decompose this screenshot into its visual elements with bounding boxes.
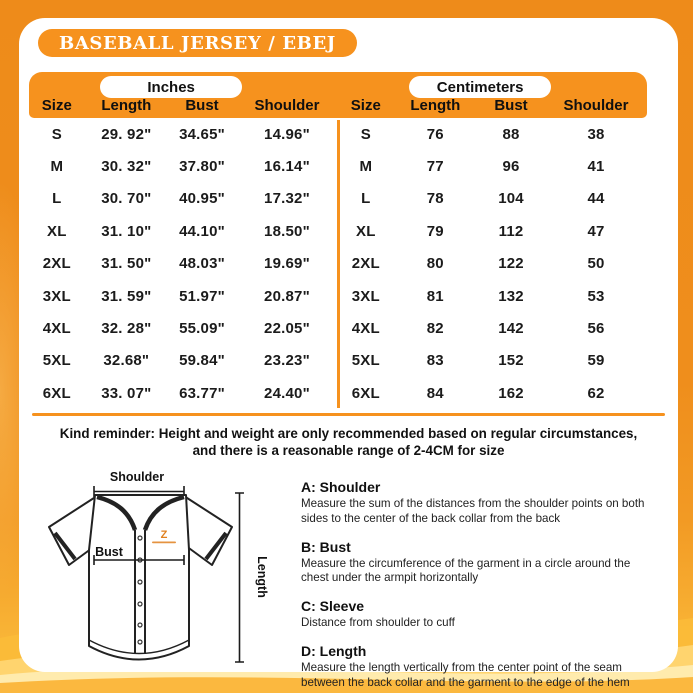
definition-title: C: Sleeve (301, 598, 365, 615)
shoulder-label: Shoulder (109, 470, 165, 484)
shoulder-cell: 22.05" (264, 320, 310, 338)
shoulder-cell: 56 (587, 320, 605, 338)
measurement-definitions (301, 479, 652, 691)
size-cell: 3XL (351, 287, 380, 305)
shoulder-cell: 50 (587, 255, 605, 273)
bust-cell: 122 (498, 255, 524, 273)
size-cell: 5XL (42, 352, 71, 370)
table-header-centimeters (338, 72, 647, 118)
definition-block (301, 479, 652, 527)
size-cell: S (51, 125, 62, 143)
shoulder-cell: 19.69" (264, 255, 310, 273)
shoulder-cell: 20.87" (264, 287, 310, 305)
size-cell: XL (47, 222, 67, 240)
table-row (338, 150, 647, 182)
definition-text: Distance from shoulder to cuff (301, 616, 455, 630)
centimeters-column-headers (338, 94, 647, 117)
length-label: Length (255, 556, 269, 598)
size-cell: 2XL (351, 255, 380, 273)
shoulder-cell: 16.14" (264, 158, 310, 176)
bust-cell: 152 (498, 352, 524, 370)
size-cell: 6XL (351, 384, 380, 402)
size-cell: 2XL (42, 255, 71, 273)
bust-cell: 44.10" (179, 222, 225, 240)
kind-reminder-line1: Kind reminder: Height and weight are only recommended based on regular circumstances, (59, 426, 638, 441)
table-row (338, 118, 647, 150)
bust-cell: 162 (498, 384, 524, 402)
shoulder-cell: 38 (587, 125, 605, 143)
table-row (338, 280, 647, 312)
definition-block (301, 643, 652, 691)
page-title-text: BASEBALL JERSEY / EBEJ (59, 32, 336, 54)
definition-title: D: Length (301, 643, 367, 660)
size-cell: M (359, 158, 373, 176)
size-cell: 3XL (42, 287, 71, 305)
inches-unit-pill: Inches (100, 76, 242, 98)
length-cell: 79 (426, 222, 444, 240)
bust-cell: 34.65" (179, 125, 225, 143)
definition-title: B: Bust (301, 538, 351, 555)
jersey-measurement-diagram (39, 470, 275, 670)
bust-cell: 59.84" (179, 352, 225, 370)
bust-cell: 88 (502, 125, 520, 143)
bust-cell: 37.80" (179, 158, 225, 176)
column-header: Shoulder (254, 97, 320, 114)
definition-text: Measure the circumference of the garment in a circle around the chest under the armpit horizontally (301, 556, 631, 585)
bust-cell: 112 (498, 222, 524, 240)
centimeters-unit-pill: Centimeters (409, 76, 551, 98)
table-row (29, 248, 338, 280)
column-header: Length (101, 97, 152, 114)
length-cell: 83 (426, 352, 444, 370)
size-cell: XL (356, 222, 376, 240)
table-row (29, 118, 338, 150)
page-title (38, 29, 357, 57)
column-header: Shoulder (563, 97, 629, 114)
table-row (338, 377, 647, 409)
length-cell: 31. 10" (101, 222, 152, 240)
table-row (29, 280, 338, 312)
definition-text: Measure the length vertically from the center point of the seam between the back collar and the garment to the edge of the hem (301, 661, 630, 689)
bust-cell: 104 (498, 190, 524, 208)
bust-label: Bust (95, 545, 123, 559)
table-bottom-rule (32, 413, 665, 416)
length-cell: 31. 59" (101, 287, 152, 305)
length-cell: 84 (426, 384, 444, 402)
bust-cell: 55.09" (179, 320, 225, 338)
shoulder-cell: 44 (587, 190, 605, 208)
length-measure-line (235, 493, 244, 662)
size-cell: M (50, 158, 64, 176)
length-cell: 81 (426, 287, 444, 305)
table-row (29, 150, 338, 182)
shoulder-cell: 18.50" (264, 222, 310, 240)
size-cell: 4XL (351, 320, 380, 338)
bust-cell: 63.77" (179, 384, 225, 402)
length-cell: 30. 70" (101, 190, 152, 208)
length-cell: 31. 50" (101, 255, 152, 273)
bust-cell: 142 (498, 320, 524, 338)
shoulder-cell: 24.40" (264, 384, 310, 402)
table-row (29, 377, 338, 409)
shoulder-cell: 17.32" (264, 190, 310, 208)
length-cell: 82 (426, 320, 444, 338)
length-cell: 32.68" (103, 352, 150, 370)
table-row (338, 215, 647, 247)
kind-reminder (39, 425, 658, 460)
table-header-inches (29, 72, 338, 118)
column-header: Bust (494, 97, 528, 114)
table-row (29, 345, 338, 377)
definition-block (301, 539, 652, 587)
brand-logo-subtext (152, 542, 176, 544)
column-header: Size (350, 97, 381, 114)
kind-reminder-line2: and there is a reasonable range of 2-4CM for size (192, 443, 505, 459)
table-row (338, 183, 647, 215)
table-row (338, 312, 647, 344)
shoulder-cell: 59 (587, 352, 605, 370)
table-vertical-divider (337, 120, 340, 408)
bust-cell: 96 (502, 158, 520, 176)
jersey-body (89, 495, 189, 660)
size-chart-card (19, 18, 678, 689)
size-cell: 5XL (351, 352, 380, 370)
definition-text: Measure the sum of the distances from the shoulder points on both sides to the center of the back collar from the back (301, 497, 645, 525)
definition-title: A: Shoulder (301, 479, 381, 495)
shoulder-cell: 62 (587, 384, 605, 402)
length-cell: 33. 07" (101, 384, 152, 402)
definition-block (301, 598, 652, 631)
bust-cell: 48.03" (179, 255, 225, 273)
shoulder-cell: 23.23" (264, 352, 310, 370)
brand-logo-mark: Z (160, 529, 168, 541)
length-cell: 76 (426, 125, 444, 143)
length-cell: 32. 28" (101, 320, 152, 338)
table-row (29, 312, 338, 344)
length-cell: 80 (426, 255, 444, 273)
length-cell: 78 (426, 190, 444, 208)
centimeters-rows (338, 118, 647, 410)
table-row (338, 248, 647, 280)
column-header: Size (41, 97, 72, 114)
bust-cell: 40.95" (179, 190, 225, 208)
bust-cell: 51.97" (179, 287, 225, 305)
size-cell: 4XL (42, 320, 71, 338)
table-row (29, 215, 338, 247)
size-cell: S (360, 125, 371, 143)
shoulder-cell: 41 (587, 158, 605, 176)
inches-rows (29, 118, 338, 410)
length-cell: 29. 92" (101, 125, 152, 143)
size-cell: L (361, 190, 371, 208)
table-row (29, 183, 338, 215)
column-header: Length (410, 97, 461, 114)
table-header (29, 72, 647, 118)
shoulder-cell: 47 (587, 222, 605, 240)
size-cell: L (52, 190, 62, 208)
inches-column-headers (29, 94, 338, 117)
size-cell: 6XL (42, 384, 71, 402)
shoulder-cell: 53 (587, 287, 605, 305)
length-cell: 77 (426, 158, 444, 176)
shoulder-cell: 14.96" (264, 125, 310, 143)
table-row (338, 345, 647, 377)
bust-cell: 132 (498, 287, 524, 305)
column-header: Bust (185, 97, 219, 114)
length-cell: 30. 32" (101, 158, 152, 176)
table-body (29, 118, 647, 410)
